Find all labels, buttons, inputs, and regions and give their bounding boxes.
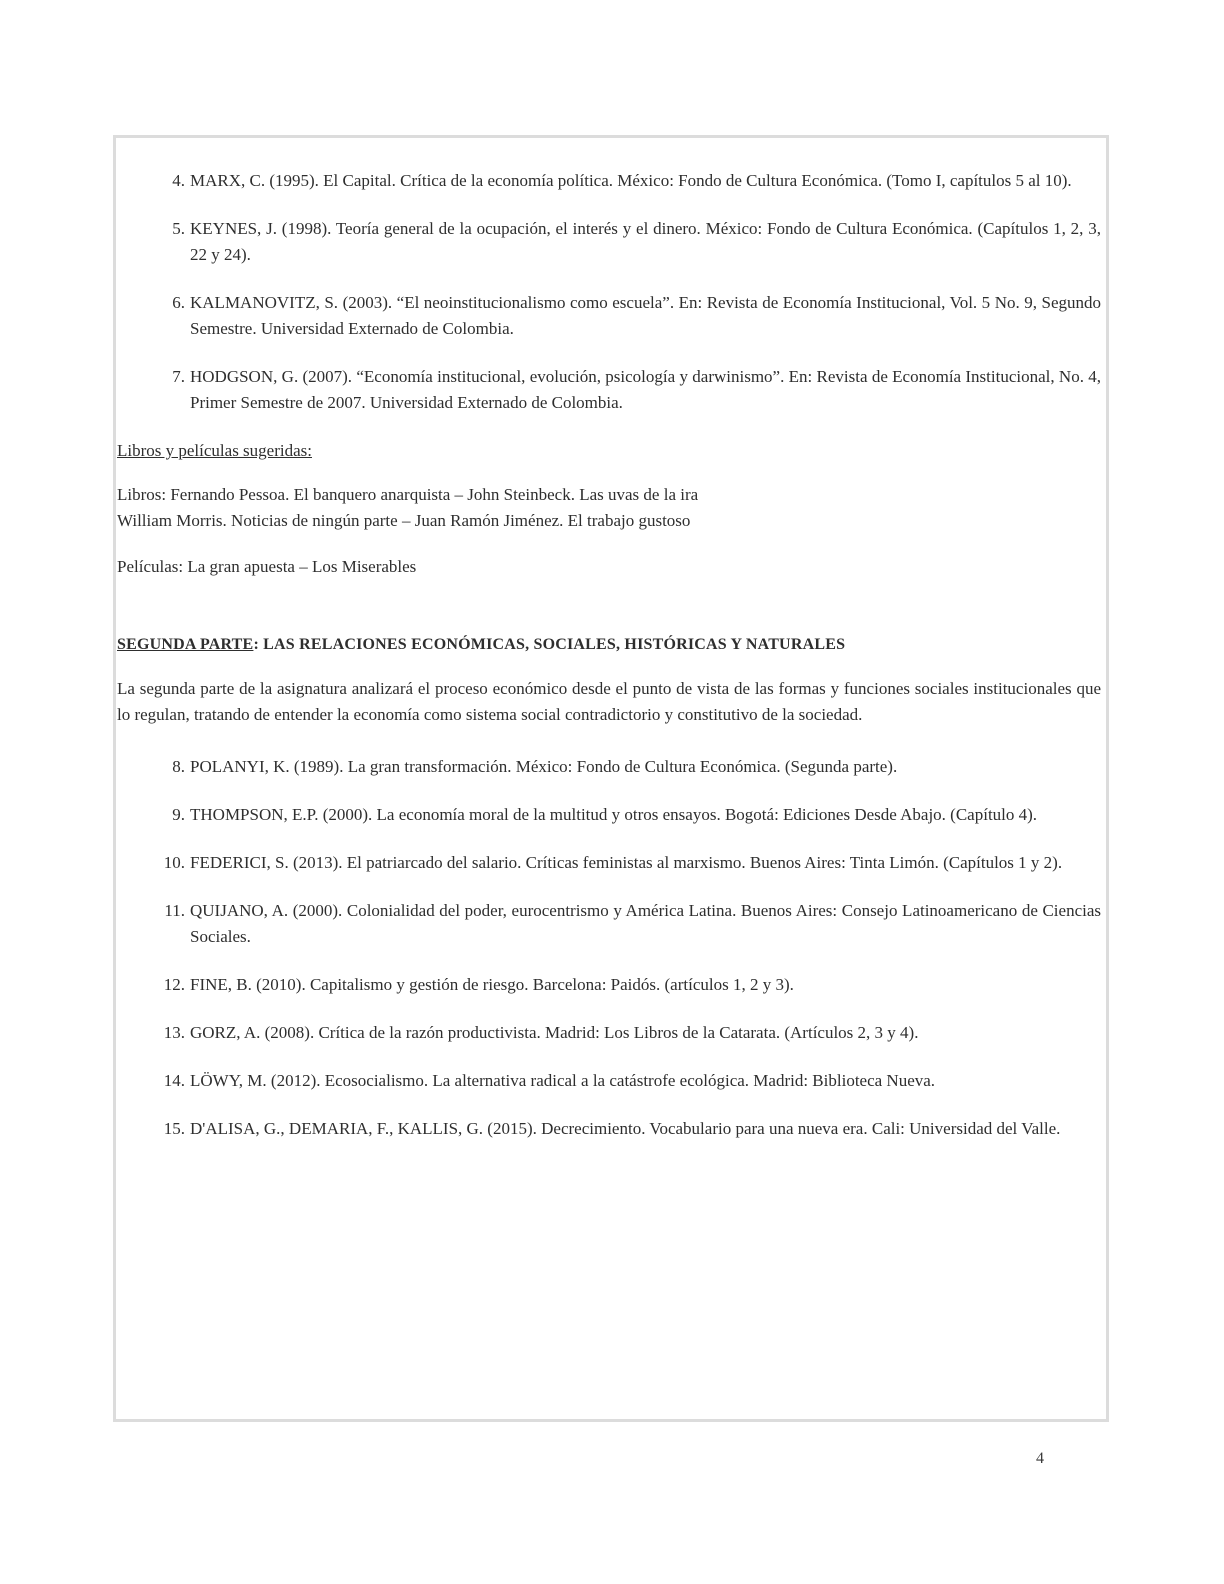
reference-item [117, 754, 1101, 780]
reference-number: 13. [163, 1023, 185, 1042]
suggested-books-line: Libros: Fernando Pessoa. El banquero anarquista – John Steinbeck. Las uvas de la ira [117, 485, 699, 504]
reference-number: 7. [172, 367, 185, 386]
section-intro-paragraph: La segunda parte de la asignatura analizará el proceso económico desde el punto de vista de las formas y funciones sociales institucionales que lo regulan, tratando de entender la economía como sistema social contradictorio y constitutivo de la sociedad. [117, 679, 1101, 724]
reference-number: 4. [172, 171, 185, 190]
reference-item [117, 290, 1101, 342]
reference-text: FEDERICI, S. (2013). El patriarcado del salario. Críticas feministas al marxismo. Buenos Aires: Tinta Limón. (Capítulos 1 y 2). [190, 853, 1063, 872]
reference-text: LÖWY, M. (2012). Ecosocialismo. La alternativa radical a la catástrofe ecológica. Madrid: Biblioteca Nueva. [190, 1071, 936, 1090]
suggestions-heading: Libros y películas sugeridas: [117, 441, 312, 460]
reference-item [117, 850, 1101, 876]
reference-item [117, 216, 1101, 268]
reference-text: KEYNES, J. (1998). Teoría general de la ocupación, el interés y el dinero. México: Fondo de Cultura Económica. (Capítulos 1, 2, 3, 22 y 24). [190, 219, 1101, 264]
suggested-books-line: William Morris. Noticias de ningún parte – Juan Ramón Jiménez. El trabajo gustoso [117, 511, 691, 530]
page-number: 4 [1036, 1450, 1044, 1467]
reference-text: THOMPSON, E.P. (2000). La economía moral de la multitud y otros ensayos. Bogotá: Ediciones Desde Abajo. (Capítulo 4). [190, 805, 1038, 824]
reference-item [117, 1020, 1101, 1046]
reference-item [117, 898, 1101, 950]
document-body [117, 168, 1101, 1164]
reference-list-part1 [117, 168, 1101, 416]
reference-text: QUIJANO, A. (2000). Colonialidad del poder, eurocentrismo y América Latina. Buenos Aires: Consejo Latinoamericano de Ciencias Sociales. [190, 901, 1101, 946]
reference-number: 14. [163, 1071, 185, 1090]
reference-text: POLANYI, K. (1989). La gran transformación. México: Fondo de Cultura Económica. (Segunda parte). [190, 757, 898, 776]
reference-item [117, 1068, 1101, 1094]
section-heading-label: SEGUNDA PARTE [117, 636, 254, 653]
reference-text: HODGSON, G. (2007). “Economía institucional, evolución, psicología y darwinismo”. En: Revista de Economía Institucional, No. 4, Primer Semestre de 2007. Universidad Externado de Colombia. [190, 367, 1101, 412]
reference-number: 9. [172, 805, 185, 824]
reference-text: MARX, C. (1995). El Capital. Crítica de la economía política. México: Fondo de Cultura Económica. (Tomo I, capítulos 5 al 10). [190, 171, 1072, 190]
reference-item [117, 972, 1101, 998]
reference-item [117, 364, 1101, 416]
reference-number: 12. [163, 975, 185, 994]
reference-number: 10. [163, 853, 185, 872]
reference-text: KALMANOVITZ, S. (2003). “El neoinstitucionalismo como escuela”. En: Revista de Economía Institucional, Vol. 5 No. 9, Segundo Semestre. Universidad Externado de Colombia. [190, 293, 1101, 338]
reference-text: D'ALISA, G., DEMARIA, F., KALLIS, G. (2015). Decrecimiento. Vocabulario para una nueva era. Cali: Universidad del Valle. [190, 1119, 1061, 1138]
reference-number: 6. [172, 293, 185, 312]
suggested-films-line: Películas: La gran apuesta – Los Miserables [117, 557, 417, 576]
reference-number: 15. [163, 1119, 185, 1138]
reference-item [117, 802, 1101, 828]
reference-text: GORZ, A. (2008). Crítica de la razón productivista. Madrid: Los Libros de la Catarata. (Artículos 2, 3 y 4). [190, 1023, 919, 1042]
reference-number: 11. [164, 901, 185, 920]
reference-list-part2 [117, 754, 1101, 1142]
reference-number: 8. [172, 757, 185, 776]
reference-item [117, 168, 1101, 194]
reference-item [117, 1116, 1101, 1142]
reference-text: FINE, B. (2010). Capitalismo y gestión de riesgo. Barcelona: Paidós. (artículos 1, 2 y 3). [190, 975, 794, 994]
section-heading [117, 632, 1101, 658]
section-heading-title: : LAS RELACIONES ECONÓMICAS, SOCIALES, HISTÓRICAS Y NATURALES [253, 636, 846, 653]
reference-number: 5. [172, 219, 185, 238]
